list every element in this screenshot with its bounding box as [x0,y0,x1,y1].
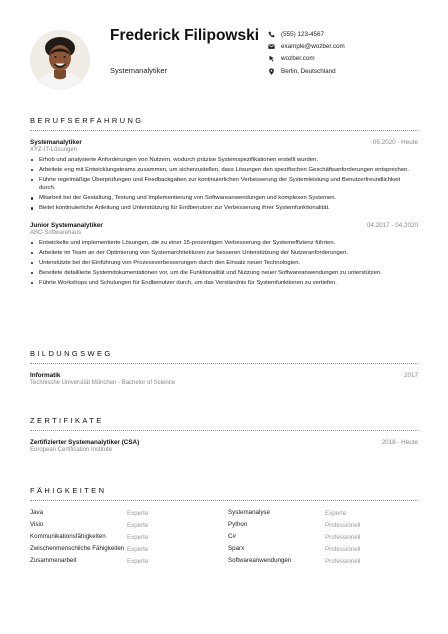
skills-column-right [228,509,418,569]
section-title: BERUFSERFAHRUNG [30,116,418,131]
skills-section [30,486,418,569]
skill-item [30,557,220,565]
skill-name: Sparx [228,545,245,552]
job-entry [30,139,418,213]
education-school: Technische Universität München - Bachelor of Science [30,380,176,386]
skill-level: Experte [127,545,149,553]
candidate-name: Frederick Filipowski [110,27,260,44]
contact-list [268,28,345,78]
skill-name: Visio [30,521,44,528]
contact-location [268,65,345,77]
skill-level: Professionell [325,533,361,541]
skill-name: Zusammenarbeit [30,557,77,564]
skill-item [228,545,418,553]
bullet-item: Mitarbeit bei der Gestaltung, Testung und Implementierung von Softwareanwendungen und komplexen Systemen. [30,194,418,202]
bullet-item: Arbeitete eng mit Entwicklungsteams zusammen, um sicherzustellen, dass Lösungen den spezifischen Geschäftsanforderungen entsprechen. [30,166,418,174]
job-bullets [30,156,418,213]
skill-level: Experte [127,509,149,517]
certificates-section [30,416,418,462]
section-title: ZERTIFIKATE [30,416,418,431]
job-company: XYZ-IT-Lösungen [30,147,78,153]
skills-grid [30,509,418,569]
avatar [30,30,90,90]
skill-level: Experte [127,557,149,565]
bullet-item: Erhob und analysierte Anforderungen von Nutzern, wodurch präzise Systemspezifikationen erstellt wurden. [30,156,418,164]
job-company: ABC-Softwarehaus [30,229,82,236]
job-entry [30,222,418,287]
location-pin-icon [268,68,275,75]
bullet-item: Bereitete detaillierte Systemdokumentationen vor, um die Funktionalität und Nutzung neuer Softwareanwendungen zu unterstützen. [30,269,418,277]
section-title: BILDUNGSWEG [30,349,418,364]
skill-item [30,533,220,541]
education-entry [30,372,418,386]
certificate-entry [30,439,418,453]
bullet-item: Bietet kontinuierliche Anleitung und Unterstützung für Endbenutzer zur Verbesserung ihrer Systemfunktionalität. [30,204,418,212]
skill-name: C# [228,533,236,540]
skill-name: Softwareanwendungen [228,557,292,564]
skill-level: Experte [325,509,347,517]
contact-email [268,40,345,52]
skill-level: Professionell [325,557,361,565]
skill-item [30,521,220,529]
skill-level: Professionell [325,521,361,529]
job-role: Junior Systemanalytiker [30,221,103,229]
portrait-photo [30,30,90,90]
skill-name: Systemanalyse [228,509,270,516]
bullet-item: Entwickelte und implementierte Lösungen, die zu einer 15-prozentigen Verbesserung der Systemeffizienz führten. [30,239,418,247]
bullet-item: Führte regelmäßige Überprüfungen und Feedbackgaben zur kontinuierlichen Verbesserung der Systemleistung und Benutzerfreundlichkeit durch. [30,176,418,193]
contact-phone [268,28,345,40]
education-year: 2017 [403,372,418,379]
skill-level: Experte [127,533,149,541]
phone-text: (555) 123-4567 [281,30,325,38]
skill-name: Zwischenmenschliche Fähigkeiten [30,545,125,552]
email-text: example@wozber.com [281,43,345,51]
bullet-item: Unterstützte bei der Einführung von Prozessverbesserungen durch den Einsatz neuer Technologien. [30,259,418,267]
skill-item [228,521,418,529]
link-icon [268,55,275,62]
job-date: 05.2020 - Heute [372,139,418,146]
location-text: Berlin, Deutschland [281,67,336,75]
bullet-item: Arbeitete im Team an der Optimierung von Systemarchitekturen zur besseren Unterstützung der Nutzeranforderungen. [30,249,418,257]
job-bullets [30,239,418,287]
certificate-issuer: European Certification Institute [30,447,113,453]
education-degree: Informatik [30,372,61,379]
skill-item [30,545,220,553]
phone-icon [268,31,275,38]
skill-item [228,509,418,517]
certificate-date: 2018 - Heute [381,439,418,446]
job-title: Systemanalytiker [110,66,168,75]
skill-name: Java [30,509,44,516]
skill-item [228,557,418,565]
mail-icon [268,43,275,50]
contact-website [268,53,345,65]
skill-name: Kommunikationsfähigkeiten [30,533,106,540]
job-role: Systemanalytiker [30,139,82,146]
certificate-name: Zertifizierter Systemanalytiker (CSA) [30,439,140,446]
bullet-item: Führte Workshops und Schulungen für Endbenutzer durch, um das Verständnis für Systemfunktionen zu vertiefen. [30,279,418,287]
skill-name: Python [228,521,248,528]
skills-column-left [30,509,220,569]
website-text: wozber.com [281,55,315,63]
skill-item [228,533,418,541]
education-section [30,349,418,395]
skill-item [30,509,220,517]
experience-section [30,116,418,296]
skill-level: Experte [127,521,149,529]
section-title: FÄHIGKEITEN [30,486,418,501]
skill-level: Professionell [325,545,361,553]
job-date: 04.2017 - 04.2020 [366,221,418,229]
